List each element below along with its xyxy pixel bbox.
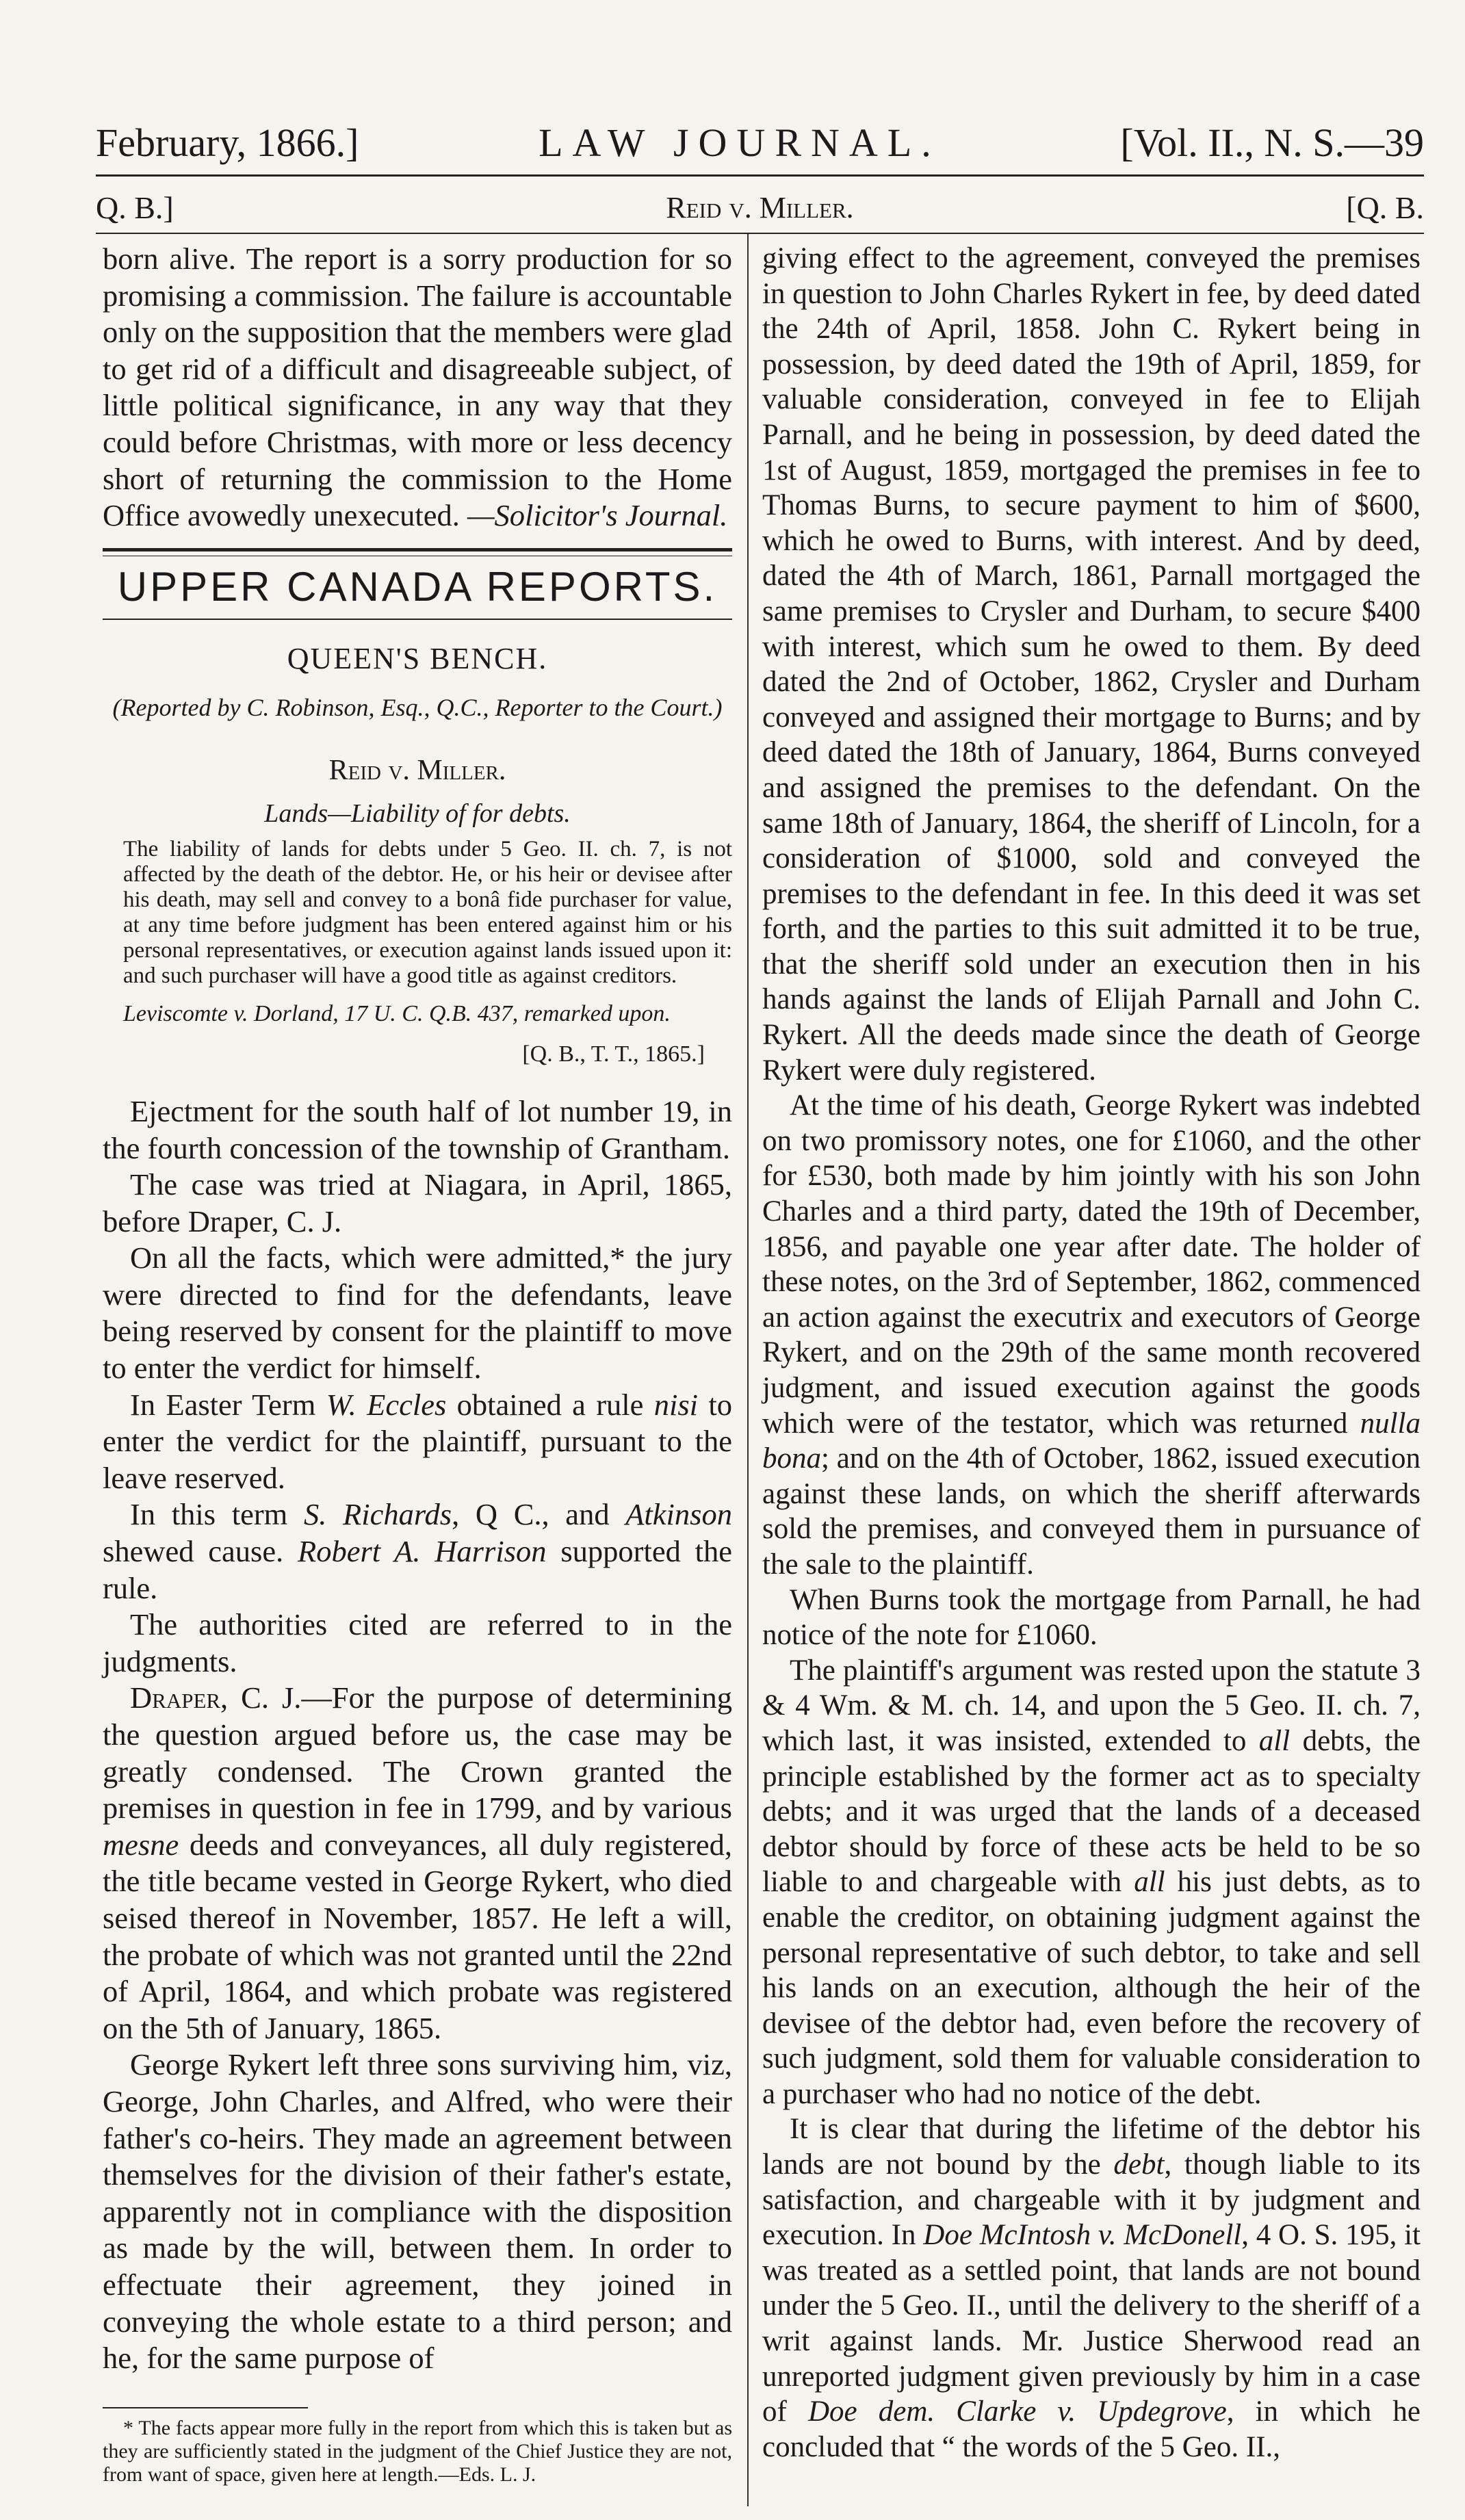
paragraph: At the time of his death, George Rykert was indebted on two promissory notes, one for £1060, and the other for £530, both made by him jointly with his son John Charles and a third party, dated the 19th of December, 1856, and payable one year after date. The holder of these notes, on the 3rd of September, 1862, commenced an action against the executrix and executors of George Rykert, and on the 29th of the same month recovered judgment, and issued execution against the goods which were of the testator, which was returned nulla bona; and on the 4th of October, 1862, issued execution against these lands, on which the sheriff afterwards sold the premises, and conveyed them in pursuance of the sale to the plaintiff. <box>762 1089 1421 1581</box>
column-divider <box>747 234 749 2506</box>
case-title: Reid v. Miller. <box>328 754 506 786</box>
paragraph: George Rykert left three sons surviving him, viz, George, John Charles, and Alfred, who were their father's co-heirs. They made an agreement between themselves for the division of their father's estate, apparently not in compliance with the disposition as made by the will, between them. In order to effectuate their agreement, they joined in conveying the whole estate to a third person; and he, for the same purpose of <box>103 2047 732 2376</box>
journal-title: LAW JOURNAL. <box>539 120 941 165</box>
paragraph: Ejectment for the south half of lot number 19, in the fourth concession of the township of Grantham. <box>103 1093 732 1165</box>
section-head <box>96 183 1424 231</box>
paragraph: The case was tried at Niagara, in April, 1865, before Draper, C. J. <box>103 1167 732 1238</box>
paragraph: The plaintiff's argument was rested upon the statute 3 & 4 Wm. & M. ch. 14, and upon the 5 Geo. II. ch. 7, which last, it was insisted, extended to all debts, the principle established by the former act as to specialty debts; and it was urged that the lands of a deceased debtor should by force of these acts be held to be so liable to and chargeable with all his just debts, as to enable the creditor, on obtaining judgment against the personal representative of such debtor, to take and sell his lands on an execution, although the heir of the devisee of the debtor had, even before the recovery of such judgment, sold them for valuable consideration to a purchaser who had no notice of the debt. <box>762 1654 1421 2110</box>
court-name: QUEEN'S BENCH. <box>287 642 548 676</box>
term-citation: [Q. B., T. T., 1865.] <box>522 1041 705 1067</box>
title-rule <box>103 619 732 620</box>
paragraph: In Easter Term W. Eccles obtained a rule nisi to enter the verdict for the plaintiff, pursuant to the leave reserved. <box>103 1387 732 1495</box>
headnote: The liability of lands for debts under 5 Geo. II. ch. 7, is not affected by the death of the debtor. He, or his heir or devisee after his death, may sell and convey to a bonâ fide purchaser for value, at any time before judgment has been entered against him or his personal representatives, or execution against lands issued upon it: and such purchaser will have a good title as against creditors. <box>123 836 732 988</box>
judgment-paragraph: Draper, C. J.—For the purpose of determining the question argued before us, the case may be greatly condensed. The Crown granted the premises in question in fee in 1799, and by various mesne deeds and conveyances, all duly registered, the title became vested in George Rykert, who died seised thereof in November, 1857. He left a will, the probate of which was not granted until the 22nd of April, 1864, and which probate was registered on the 5th of January, 1865. <box>103 1680 732 2045</box>
source-citation: —Solicitor's Journal. <box>467 498 728 533</box>
paragraph: On all the facts, which were admitted,* the jury were directed to find for the defendants, leave being reserved by consent for the plaintiff to move to enter the verdict for himself. <box>103 1240 732 1386</box>
footnote-rule <box>103 2407 308 2408</box>
case-running-title: Reid v. Miller. <box>666 190 854 224</box>
right-column <box>762 241 1421 2465</box>
paragraph: giving effect to the agreement, conveyed the premises in question to John Charles Rykert in fee, by deed dated the 24th of April, 1858. John C. Rykert being in possession, by deed dated the 19th of April, 1859, for valuable consideration, conveyed in fee to Elijah Parnall, and he being in possession, by deed dated the 1st of August, 1859, mortgaged the premises in fee to Thomas Burns, to secure payment to him of $600, which he owed to Burns, with interest. And by deed, dated the 4th of March, 1861, Parnall mortgaged the same premises to Crysler and Durham, to secure $400 with interest, which sum he owed to them. By deed dated the 2nd of October, 1862, Crysler and Durham conveyed and assigned their mortgage to Burns; and by deed dated the 18th of January, 1864, Burns conveyed and assigned the premises to the defendant. On the same 18th of January, 1864, the sheriff of Lincoln, for a consideration of $1000, sold and conveyed the premises to the defendant in fee. In this deed it was set forth, and the parties to this suit admitted it to be true, that the sheriff sold under an execution then in his hands against the lands of Elijah Parnall and John C. Rykert. All the deeds made since the death of George Rykert were duly registered. <box>762 242 1421 1087</box>
footnote: * The facts appear more fully in the report from which this is taken but as they are sufficiently stated in the judgment of the Chief Justice they are not, from want of space, given here at length.—Eds. L. J. <box>103 2416 732 2486</box>
header-rule <box>96 174 1424 177</box>
court-left: Q. B.] <box>96 190 174 225</box>
case-subtitle: Lands—Liability of for debts. <box>264 799 571 829</box>
paragraph: The authorities cited are referred to in the judgments. <box>103 1607 732 1678</box>
paragraph: It is clear that during the lifetime of the debtor his lands are not bound by the debt, though liable to its satisfaction, and chargeable with it by judgment and execution. In Doe McIntosh v. McDonell, 4 O. S. 195, it was treated as a settled point, that lands are not bound under the 5 Geo. II., until the delivery to the sheriff of a writ against lands. Mr. Justice Sherwood read an unreported judgment given previously by him in a case of Doe dem. Clarke v. Updegrove, in which he concluded that “ the words of the 5 Geo. II., <box>762 2113 1421 2463</box>
reports-title: UPPER CANADA REPORTS. <box>117 563 718 610</box>
closing-paragraph: born alive. The report is a sorry production for so promising a commission. The failure is accountable only on the supposition that the members were glad to get rid of a difficult and disagreeable subject, of little political significance, in any way that they could before Christmas, with more or less decency short of returning the commission to the Home Office avowedly unexecuted. —Solicitor's Journal. <box>103 242 732 533</box>
paragraph: In this term S. Richards, Q C., and Atkinson shewed cause. Robert A. Harrison supported the rule. <box>103 1497 732 1605</box>
section-rule <box>96 233 1424 234</box>
reporter-line: (Reported by C. Robinson, Esq., Q.C., Reporter to the Court.) <box>112 693 723 721</box>
court-right: [Q. B. <box>1346 190 1424 225</box>
issue-date: February, 1866.] <box>96 120 359 165</box>
paragraph: When Burns took the mortgage from Parnall, he had notice of the note for £1060. <box>762 1583 1421 1652</box>
judge-name: Draper, C. J. <box>130 1680 302 1715</box>
running-head <box>96 115 1424 170</box>
left-column <box>103 241 732 2486</box>
case-citation: Leviscomte v. Dorland, 17 U. C. Q.B. 437, remarked upon. <box>123 1000 671 1026</box>
double-rule <box>103 548 732 556</box>
volume-page: [Vol. II., N. S.—39 <box>1120 120 1424 165</box>
